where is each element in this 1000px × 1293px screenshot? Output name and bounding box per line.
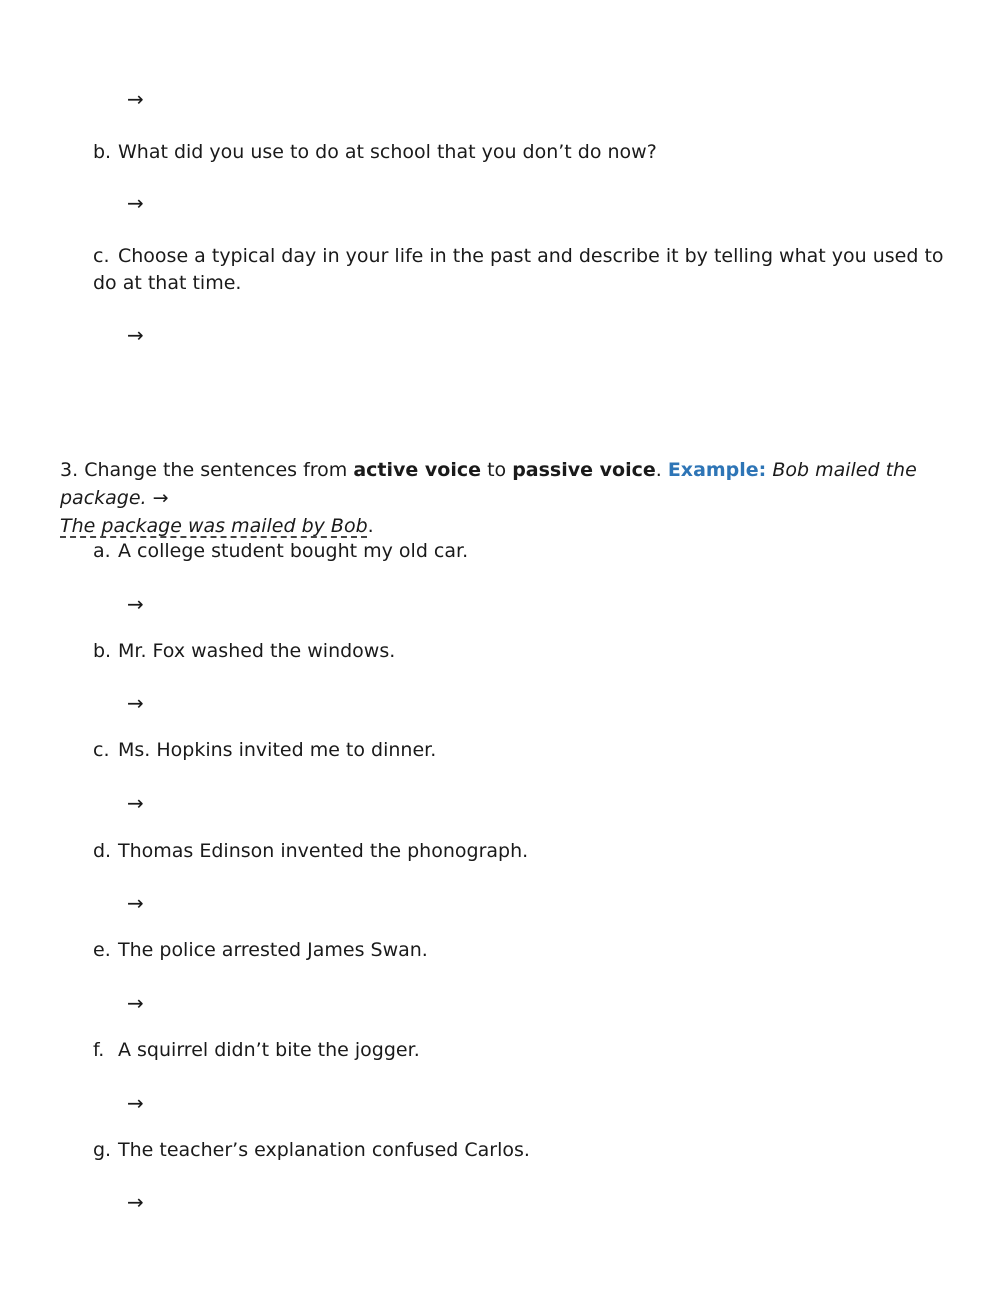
question-text: What did you use to do at school that you don’t do now? bbox=[118, 141, 657, 163]
section-number: 3. bbox=[60, 459, 79, 481]
question-item bbox=[93, 243, 953, 297]
question-item bbox=[93, 737, 436, 764]
question-text: Choose a typical day in your life in the past and describe it by telling what you used to do at that time. bbox=[93, 245, 944, 294]
question-letter: a. bbox=[93, 540, 111, 562]
question-text: A college student bought my old car. bbox=[118, 540, 469, 562]
question-item bbox=[93, 838, 528, 865]
question-letter: c. bbox=[93, 245, 110, 267]
answer-arrow: → bbox=[127, 1091, 144, 1115]
question-text: Mr. Fox washed the windows. bbox=[118, 640, 396, 662]
question-text: A squirrel didn’t bite the jogger. bbox=[118, 1039, 420, 1061]
answer-arrow: → bbox=[127, 592, 144, 616]
instruction-bold: active voice bbox=[353, 459, 482, 481]
question-item bbox=[93, 638, 395, 665]
question-item bbox=[93, 1137, 530, 1164]
answer-arrow: → bbox=[127, 991, 144, 1015]
answer-arrow: → bbox=[127, 191, 144, 215]
answer-arrow: → bbox=[127, 791, 144, 815]
example-end: . bbox=[367, 515, 374, 537]
instruction-text: Change the sentences from bbox=[84, 459, 348, 481]
question-item bbox=[93, 538, 468, 565]
example-label: Example: bbox=[667, 459, 767, 481]
question-item bbox=[93, 937, 428, 964]
question-item bbox=[93, 139, 657, 166]
question-text: The police arrested James Swan. bbox=[118, 939, 428, 961]
answer-arrow: → bbox=[127, 1190, 144, 1214]
example-passive: The package was mailed by Bob bbox=[60, 515, 368, 537]
question-text: Ms. Hopkins invited me to dinner. bbox=[118, 739, 437, 761]
answer-arrow: → bbox=[127, 891, 144, 915]
question-letter: c. bbox=[93, 739, 110, 761]
question-letter: e. bbox=[93, 939, 111, 961]
question-letter: f. bbox=[93, 1039, 105, 1061]
question-letter: b. bbox=[93, 640, 112, 662]
question-letter: g. bbox=[93, 1139, 112, 1161]
answer-arrow: → bbox=[127, 87, 144, 111]
question-letter: b. bbox=[93, 141, 112, 163]
example-active: Bob mailed the package. → bbox=[60, 459, 917, 509]
answer-arrow: → bbox=[127, 691, 144, 715]
section-3-instructions bbox=[60, 456, 960, 540]
instruction-bold: passive voice bbox=[512, 459, 656, 481]
instruction-text: to bbox=[487, 459, 507, 481]
question-item bbox=[93, 1037, 420, 1064]
question-text: Thomas Edinson invented the phonograph. bbox=[118, 840, 529, 862]
question-letter: d. bbox=[93, 840, 112, 862]
instruction-text: . bbox=[655, 459, 662, 481]
question-text: The teacher’s explanation confused Carlos. bbox=[118, 1139, 530, 1161]
answer-arrow: → bbox=[127, 323, 144, 347]
